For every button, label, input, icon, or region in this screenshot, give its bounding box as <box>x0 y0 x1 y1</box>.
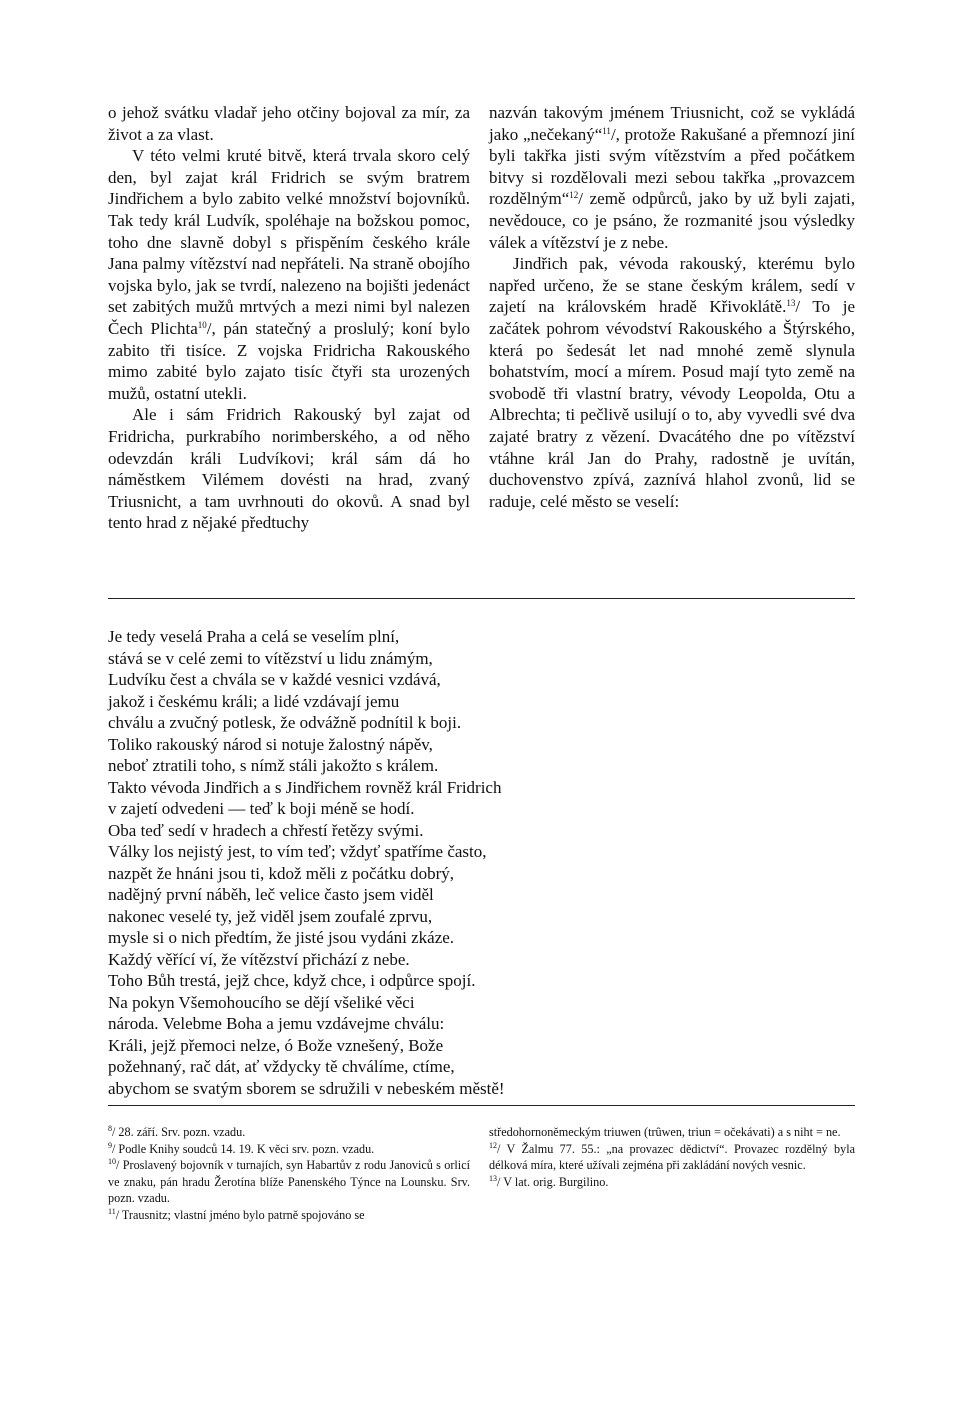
footnote-mark: 10 <box>108 1157 116 1167</box>
footnote-text: / V lat. orig. Burgilino. <box>497 1174 609 1189</box>
footnote <box>108 1124 470 1141</box>
paragraph-text: / To je začátek pohrom vévodství Rakouského a Štýrského, která po šedesát let nad mnohé země slynula bohatstvím, mocí a mírem. Posud mají tyto země na svobodě tři vlastní bratry, vévody Leopolda, Otu a Albrechta; ti pečlivě usilují o to, aby vyvedli své dva zajaté bratry z vězení. Dvacátého dne po vítězství vtáhne král Jan do Prahy, radostně je uvítán, duchovenstvo zpívá, zaznívá hlahol zvonů, lid se raduje, celé město se veselí: <box>489 297 855 511</box>
poem-line: Toliko rakouský národ si notuje žalostný nápěv, <box>108 734 433 754</box>
poem-line: Každý věřící ví, že vítězství přichází z nebe. <box>108 949 410 969</box>
footnote-ref: 11 <box>602 125 611 136</box>
footnote-ref: 12 <box>569 190 579 201</box>
poem-line: jakož i českému králi; a lidé vzdávají jemu <box>108 691 400 711</box>
right-text-column <box>489 102 855 512</box>
poem-line: stává se v celé zemi to vítězství u lidu známým, <box>108 648 433 668</box>
footnote <box>108 1207 470 1224</box>
footnote <box>108 1141 470 1158</box>
footnotes-left <box>108 1124 470 1224</box>
paragraph <box>108 145 470 404</box>
paragraph-text: V této velmi kruté bitvě, která trvala skoro celý den, byl zajat král Fridrich se svým bratrem Jindřichem a bylo zabito velké množství bojovníků. Tak tedy král Ludvík, spoléhaje na božskou pomoc, toho dne slavně dobyl s přispěním českého krále Jana palmy vítězství nad nepřáteli. Na straně obojího vojska bylo, jak se tvrdí, nalezeno na bojišti jedenáct set zabitých mužů mrtvých a mezi nimi byl nalezen Čech Plichta <box>108 146 470 338</box>
paragraph <box>489 253 855 512</box>
paragraph-text: / země odpůrců, jako by už byli zajati, nevědouce, co je psáno, že rozmanité jsou výsledky válek a vítězství je z nebe. <box>489 189 855 252</box>
section-divider <box>108 598 855 599</box>
paragraph <box>489 102 855 253</box>
paragraph-text: /, protože Rakušané a přemnozí jiní byli takřka jisti svým vítězstvím a před počátkem bitvy si rozdělovali mezi sebou takřka „provazcem rozdělným“ <box>489 124 855 209</box>
poem-line: neboť ztratili toho, s nímž stáli jakožto s králem. <box>108 756 439 775</box>
footnote-ref: 10 <box>197 319 207 330</box>
poem-line: národa. Velebme Boha a jemu vzdávejme chválu: <box>108 1014 445 1033</box>
poem-line: Na pokyn Všemohoucího se dějí všeliké věci <box>108 992 415 1012</box>
poem-line: Je tedy veselá Praha a celá se veselím plní, <box>108 627 400 646</box>
poem-line: mysle si o nich předtím, že jisté jsou vydáni zkáze. <box>108 928 455 947</box>
paragraph-text: /, pán statečný a proslulý; koní bylo zabito tři tisíce. Z vojska Fridricha Rakouského mimo zabité bylo zajato tisíc čtyři sta urozených mužů, ostatní utekli. <box>108 318 470 403</box>
footnote-ref: 13 <box>786 298 796 309</box>
poem-line: nadějný první náběh, leč velice často jsem viděl <box>108 885 434 904</box>
footnote-text: / Podle Knihy soudců 14. 19. K věci srv. pozn. vzadu. <box>112 1141 375 1156</box>
poem-line: v zajetí odvedeni — teď k boji méně se hodí. <box>108 799 415 818</box>
poem-line: Králi, jejž přemoci nelze, ó Bože vznešený, Bože <box>108 1035 444 1055</box>
footnote-mark: 8 <box>108 1124 112 1133</box>
footnote <box>108 1157 470 1207</box>
paragraph-text: nazván takovým jménem Triusnicht, což se vykládá jako „nečekaný“ <box>489 103 855 144</box>
poem-line: nakonec veselé ty, jež viděl jsem zoufalé zprvu, <box>108 906 433 926</box>
footnote-mark: 11 <box>108 1206 116 1216</box>
poem-line: Ludvíku čest a chvála se v každé vesnici vzdává, <box>108 670 441 689</box>
poem-line: chválu a zvučný potlesk, že odvážně podnítil k boji. <box>108 713 462 732</box>
poem <box>108 626 808 1099</box>
poem-line: požehnaný, rač dát, ať vždycky tě chválíme, ctíme, <box>108 1057 455 1076</box>
footnote <box>489 1141 855 1174</box>
poem-line: Války los nejistý jest, to vím teď; vždyť spatříme často, <box>108 842 487 861</box>
footnotes-right <box>489 1124 855 1190</box>
footnote-divider <box>108 1105 855 1106</box>
footnote-text: / 28. září. Srv. pozn. vzadu. <box>112 1125 246 1139</box>
left-text-column <box>108 102 470 534</box>
footnote <box>489 1174 855 1191</box>
footnote-continuation: středohornoněmeckým triuwen (trûwen, triun = očekávati) a s niht = ne. <box>489 1125 841 1139</box>
footnote-mark: 12 <box>489 1140 497 1150</box>
footnote-mark: 9 <box>108 1140 112 1150</box>
poem-line: abychom se svatým sborem se sdružili v nebeském městě! <box>108 1078 505 1098</box>
poem-line: Takto vévoda Jindřich a s Jindřichem rovněž král Fridrich <box>108 777 502 797</box>
paragraph-text: Jindřich pak, vévoda rakouský, kterému bylo napřed určeno, že se stane českým králem, sedí v zajetí na královském hradě Křivoklátě. <box>489 254 855 317</box>
footnote-text: / Proslavený bojovník v turnajích, syn Habartův z rodu Janoviců s orlicí ve znaku, pán hradu Žerotína blíže Panenského Týnce na Lounsku. Srv. pozn. vzadu. <box>108 1158 470 1206</box>
poem-line: nazpět že hnáni jsou ti, kdož měli z počátku dobrý, <box>108 863 455 883</box>
paragraph: Ale i sám Fridrich Rakouský byl zajat od Fridricha, purkrabího norimberského, a od něho odevzdán králi Ludvíkovi; král sám dá ho náměstkem Vilémem dovésti na hrad, zvaný Triusnicht, a tam uvrhnouti do okovů. A snad byl tento hrad z nějaké předtuchy <box>108 405 470 533</box>
footnote-text: / Trausnitz; vlastní jméno bylo patrně spojováno se <box>115 1207 365 1222</box>
footnote-text: / V Žalmu 77. 55.: „na provazec dědictví“. Provazec rozdělný byla délková míra, které užívali zejména při zakládání nových vesnic. <box>489 1141 855 1173</box>
paragraph: o jehož svátku vladař jeho otčiny bojoval za mír, za život a za vlast. <box>108 103 470 144</box>
poem-line: Oba teď sedí v hradech a chřestí řetězy svými. <box>108 820 424 840</box>
poem-line: Toho Bůh trestá, jejž chce, když chce, i odpůrce spojí. <box>108 971 476 990</box>
footnote-mark: 13 <box>489 1173 497 1183</box>
